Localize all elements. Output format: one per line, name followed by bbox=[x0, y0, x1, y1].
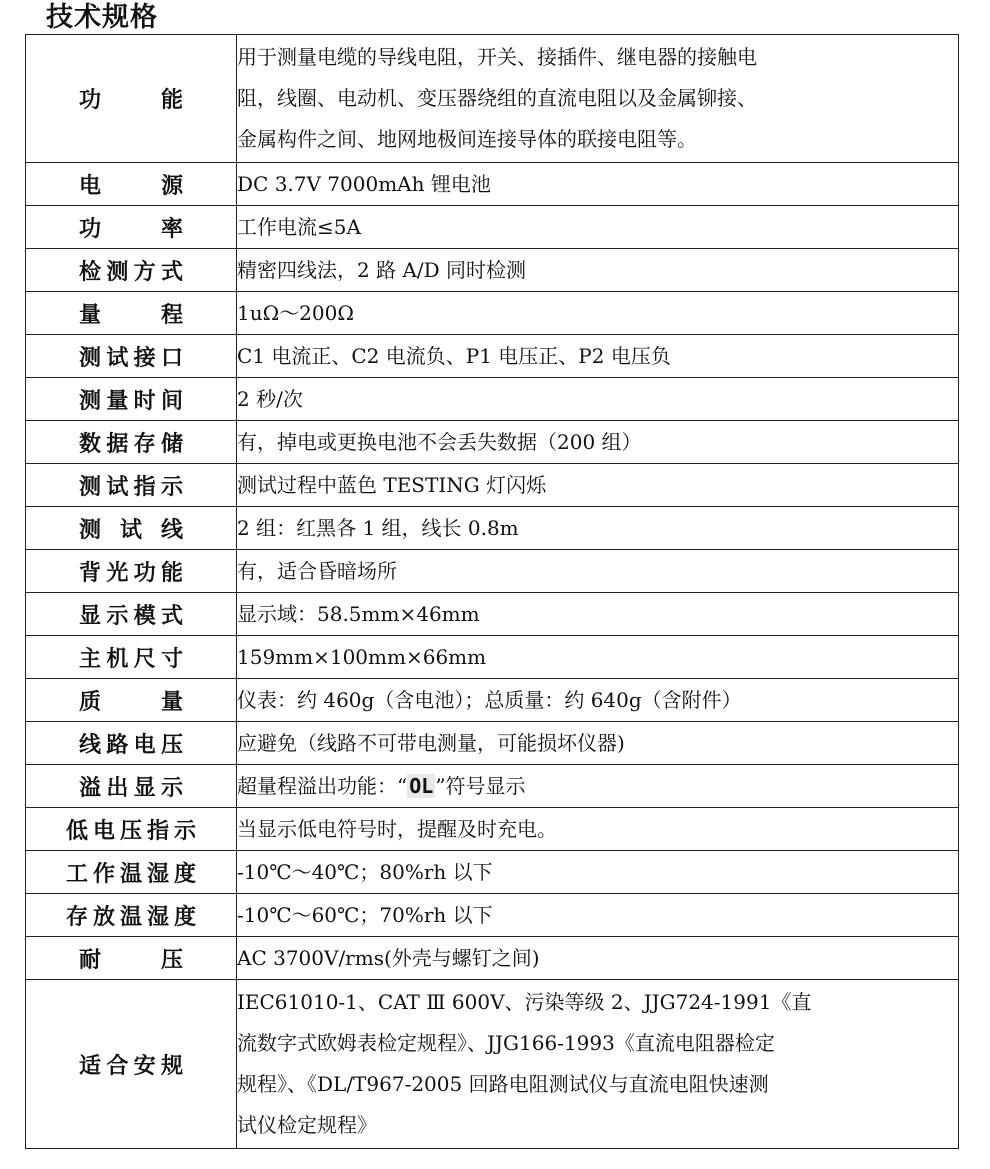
table-row-function bbox=[26, 35, 959, 163]
row-value: 有，掉电或更换电池不会丢失数据（200 组） bbox=[237, 421, 959, 464]
table-row-power bbox=[26, 206, 959, 249]
row-label: 测试指示 bbox=[79, 474, 183, 500]
row-value-line: 金属构件之间、地网地极间连接导体的联接电阻等。 bbox=[237, 127, 697, 151]
row-value bbox=[237, 980, 959, 1149]
row-label: 电源 bbox=[79, 173, 183, 199]
ol-symbol: OL bbox=[409, 774, 434, 798]
row-value-line: 阻，线圈、电动机、变压器绕组的直流电阻以及金属铆接、 bbox=[237, 86, 757, 110]
row-value-line: IEC61010-1、CAT Ⅲ 600V、污染等级 2、JJG724-1991《直 bbox=[237, 990, 812, 1014]
row-value: 1uΩ～200Ω bbox=[237, 292, 959, 335]
row-value: 仪表：约 460g（含电池）；总质量：约 640g（含附件） bbox=[237, 679, 959, 722]
table-row-overflow-display bbox=[26, 765, 959, 808]
table-row-data-storage bbox=[26, 421, 959, 464]
row-label: 检测方式 bbox=[79, 259, 183, 285]
row-label: 适合安规 bbox=[79, 1053, 183, 1079]
row-value: 工作电流≤5A bbox=[237, 206, 959, 249]
row-value bbox=[237, 765, 959, 808]
page-title: 技术规格 bbox=[46, 2, 158, 33]
table-row-display-mode bbox=[26, 593, 959, 636]
row-label: 工作温湿度 bbox=[66, 861, 196, 887]
table-row-detection-method bbox=[26, 249, 959, 292]
row-value: 有，适合昏暗场所 bbox=[237, 550, 959, 593]
spec-table bbox=[25, 34, 959, 1149]
table-row-test-indicator bbox=[26, 464, 959, 507]
row-label: 耐压 bbox=[79, 947, 183, 973]
table-row-weight bbox=[26, 679, 959, 722]
row-label: 背光功能 bbox=[79, 560, 183, 586]
row-label: 低电压指示 bbox=[66, 818, 196, 844]
row-label: 功率 bbox=[79, 216, 183, 242]
table-row-power-supply bbox=[26, 163, 959, 206]
row-label: 测试接口 bbox=[79, 345, 183, 371]
table-row-measure-time bbox=[26, 378, 959, 421]
row-value: C1 电流正、C2 电流负、P1 电压正、P2 电压负 bbox=[237, 335, 959, 378]
row-value: AC 3700V/rms(外壳与螺钉之间) bbox=[237, 937, 959, 980]
table-row-test-interface bbox=[26, 335, 959, 378]
table-row-backlight bbox=[26, 550, 959, 593]
row-value: 2 组：红黑各 1 组，线长 0.8m bbox=[237, 507, 959, 550]
row-value: 应避免（线路不可带电测量，可能损坏仪器) bbox=[237, 722, 959, 765]
row-value: 测试过程中蓝色 TESTING 灯闪烁 bbox=[237, 464, 959, 507]
row-value-line: 试仪检定规程》 bbox=[237, 1113, 377, 1137]
table-row-operating-env bbox=[26, 851, 959, 894]
table-row-range bbox=[26, 292, 959, 335]
row-value: 精密四线法，2 路 A/D 同时检测 bbox=[237, 249, 959, 292]
table-row-storage-env bbox=[26, 894, 959, 937]
row-label: 线路电压 bbox=[79, 732, 183, 758]
row-label: 数据存储 bbox=[79, 431, 183, 457]
table-row-safety-standards bbox=[26, 980, 959, 1149]
row-value: 159mm×100mm×66mm bbox=[237, 636, 959, 679]
row-label: 功能 bbox=[79, 88, 183, 113]
row-value: -10℃～60℃；70%rh 以下 bbox=[237, 894, 959, 937]
row-value: DC 3.7V 7000mAh 锂电池 bbox=[237, 163, 959, 206]
row-label: 测量时间 bbox=[79, 388, 183, 414]
row-value: 2 秒/次 bbox=[237, 378, 959, 421]
row-value-line: 规程》、《DL/T967-2005 回路电阻测试仪与直流电阻快速测 bbox=[237, 1072, 769, 1096]
row-value: 当显示低电符号时，提醒及时充电。 bbox=[237, 808, 959, 851]
row-value-suffix: ”符号显示 bbox=[435, 774, 526, 798]
row-label: 主机尺寸 bbox=[79, 646, 183, 672]
row-value-line: 用于测量电缆的导线电阻，开关、接插件、继电器的接触电 bbox=[237, 45, 757, 69]
row-label: 显示模式 bbox=[79, 603, 183, 629]
row-label: 质量 bbox=[79, 689, 183, 715]
table-row-low-voltage bbox=[26, 808, 959, 851]
table-row-dimensions bbox=[26, 636, 959, 679]
table-row-line-voltage bbox=[26, 722, 959, 765]
row-label: 溢出显示 bbox=[79, 775, 183, 801]
row-label: 测试线 bbox=[79, 517, 183, 543]
table-row-withstand-voltage bbox=[26, 937, 959, 980]
row-value-line: 流数字式欧姆表检定规程》、JJG166-1993《直流电阻器检定 bbox=[237, 1031, 775, 1055]
row-value bbox=[237, 35, 959, 163]
row-value: 显示域：58.5mm×46mm bbox=[237, 593, 959, 636]
table-row-test-leads bbox=[26, 507, 959, 550]
row-value-prefix: 超量程溢出功能：“ bbox=[237, 774, 408, 798]
row-label: 存放温湿度 bbox=[66, 904, 196, 930]
row-value: -10℃～40℃；80%rh 以下 bbox=[237, 851, 959, 894]
row-label: 量程 bbox=[79, 302, 183, 328]
